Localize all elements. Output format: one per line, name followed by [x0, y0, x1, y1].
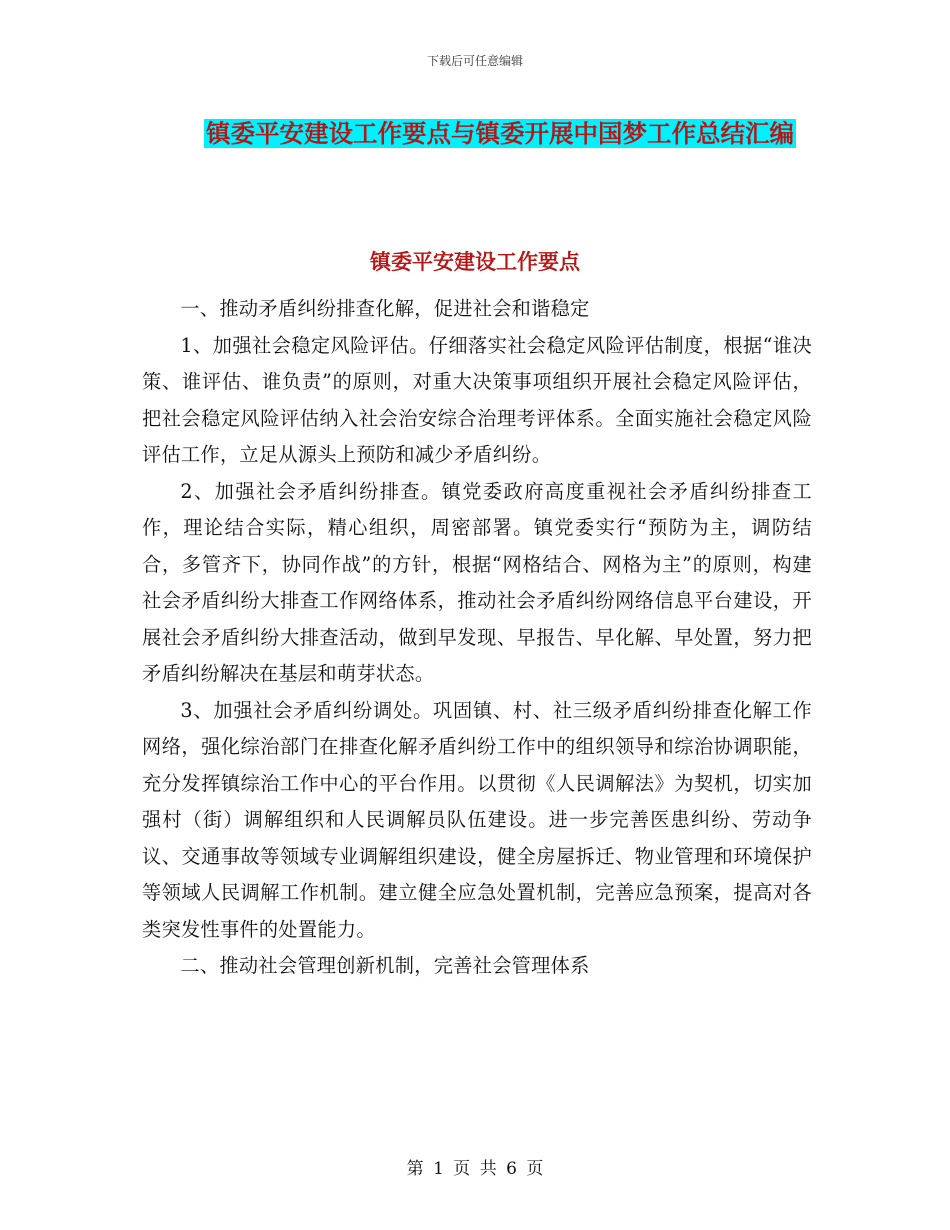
paragraph: 2、加强社会矛盾纠纷排查。镇党委政府高度重视社会矛盾纠纷排查工作，理论结合实际，精心组织，周密部署。镇党委实行“预防为主，调防结合，多管齐下，协同作战”的方针，根据“网格结合、网格为主”的原则，构建社会矛盾纠纷大排查工作网络体系，推动社会矛盾纠纷网络信息平台建设，开展社会矛盾纠纷大排查活动，做到早发现、早报告、早化解、早处置，努力把矛盾纠纷解决在基层和萌芽状态。: [142, 479, 812, 685]
header-note: 下载后可任意编辑: [426, 54, 523, 68]
document-title-text: 镇委平安建设工作要点与镇委开展中国梦工作总结汇编: [206, 119, 794, 148]
document-body: [142, 291, 812, 985]
document-title: [180, 112, 820, 156]
section-title: 镇委平安建设工作要点: [370, 249, 580, 274]
paragraph: 二、推动社会管理创新机制，完善社会管理体系: [180, 954, 590, 977]
paragraph: 一、推动矛盾纠纷排查化解，促进社会和谐稳定: [180, 297, 590, 320]
paragraph: 1、加强社会稳定风险评估。仔细落实社会稳定风险评估制度，根据“谁决策、谁评估、谁负责”的原则，对重大决策事项组织开展社会稳定风险评估，把社会稳定风险评估纳入社会治安综合治理考评体系。全面实施社会稳定风险评估工作，立足从源头上预防和减少矛盾纠纷。: [142, 333, 812, 466]
page-number: 第 1 页 共 6 页: [406, 1159, 544, 1179]
paragraph: 3、加强社会矛盾纠纷调处。巩固镇、村、社三级矛盾纠纷排查化解工作网络，强化综治部门在排查化解矛盾纠纷工作中的组织领导和综治协调职能，充分发挥镇综治工作中心的平台作用。以贯彻《人民调解法》为契机，切实加强村（街）调解组织和人民调解员队伍建设。进一步完善医患纠纷、劳动争议、交通事故等领域专业调解组织建设，健全房屋拆迁、物业管理和环境保护等领域人民调解工作机制。建立健全应急处置机制，完善应急预案，提高对各类突发性事件的处置能力。: [142, 698, 812, 941]
